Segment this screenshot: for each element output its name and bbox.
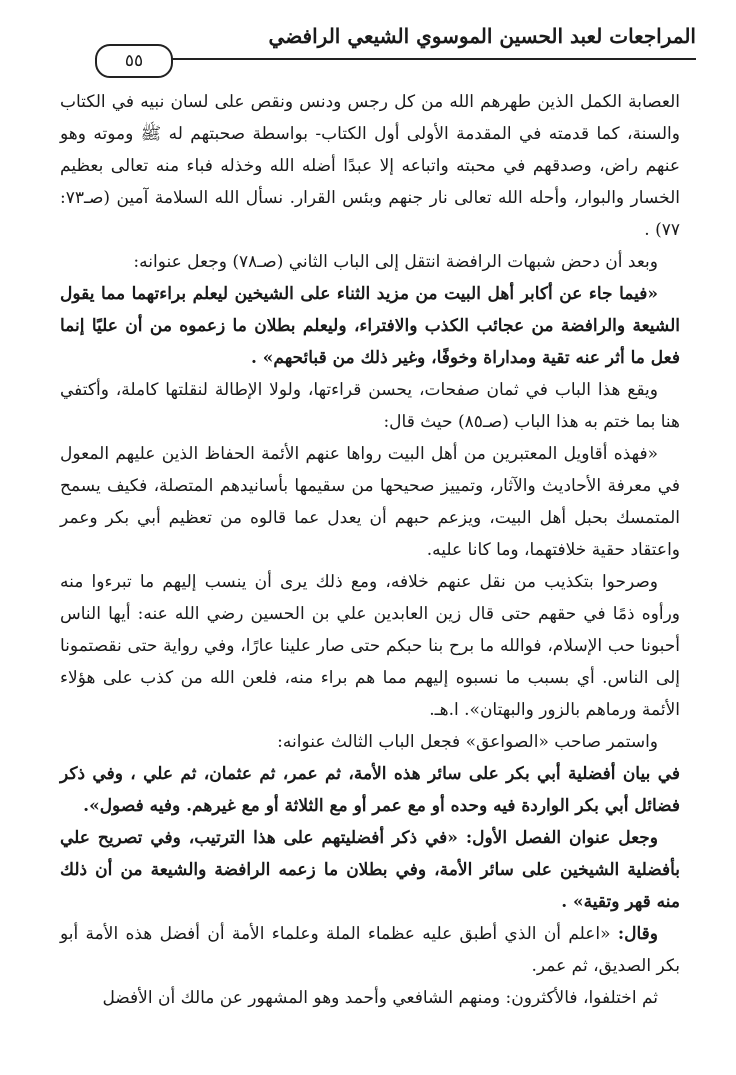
section-title: وجعل عنوان الفصل الأول: «في ذكر أفضليتهم على هذا الترتيب، وفي تصريح علي بأفضلية الشيخين على سائر الأمة، وفي بطلان ما زعمه الرافضة والشيعة من أن ذلك منه قهر وتقية» . — [60, 828, 680, 912]
page-body — [60, 86, 680, 1014]
paragraph: العصابة الكمل الذين طهرهم الله من كل رجس ودنس ونقص على لسان نبيه في الكتاب والسنة، كما قدمته في المقدمة الأولى أول الكتاب- بواسطة صحبتهم له ﷺ وموته وهو عنهم راض، وصدقهم في محبته واتباعه إلا عبدًا أضله الله وخذله فباء منه تعالى بعظيم الخسار والبوار، وأحله الله تعالى نار جنهم وبئس القرار. نسأل الله السلامة آمين (صـ٧٣: ٧٧) . — [60, 92, 680, 240]
header-divider — [95, 58, 696, 60]
chapter-title: في بيان أفضلية أبي بكر على سائر هذه الأمة، ثم عمر، ثم عثمان، ثم علي ، وفي ذكر فضائل أبي بكر الواردة فيه وحده أو مع عمر أو مع الثلاثة أو مع غيرهم. وفيه فصول». — [60, 764, 680, 816]
paragraph — [60, 918, 680, 982]
paragraph: ثم اختلفوا، فالأكثرون: ومنهم الشافعي وأحمد وهو المشهور عن مالك أن الأفضل — [102, 988, 658, 1008]
paragraph: وصرحوا بتكذيب من نقل عنهم خلافه، ومع ذلك يرى أن ينسب إليهم ما تبرءوا منه ورأوه ذمًا في حقهم حتى قال زين العابدين علي بن الحسين رضي الله عنه: أيها الناس أحبونا حب الإسلام، فوالله ما برح بنا حبكم حتى صار علينا عارًا، وفي رواية حتى نقصتمونا إلى الناس. أي بسبب ما نسبوه إليهم مما هم براء منه، فلعن الله من كذب على هؤلاء الأئمة ورماهم بالزور والبهتان». ا.هـ. — [60, 572, 680, 720]
paragraph: واستمر صاحب «الصواعق» فجعل الباب الثالث عنوانه: — [277, 732, 658, 752]
paragraph: وبعد أن دحض شبهات الرافضة انتقل إلى الباب الثاني (صـ٧٨) وجعل عنوانه: — [133, 252, 658, 272]
quoted-statement: «اعلم أن الذي أطبق عليه عظماء الملة وعلماء الأمة أن أفضل هذه الأمة أبو بكر الصديق، ثم عمر. — [60, 924, 680, 976]
page-number: ٥٥ — [95, 44, 173, 78]
chapter-title-quote: «فيما جاء عن أكابر أهل البيت من مزيد الثناء على الشيخين ليعلم براءتهما مما يقول الشيعة والرافضة من عجائب الكذب والافتراء، وليعلم بطلان ما زعموه من أن عليًا إنما فعل ما أثر عنه تقية ومداراة وخوفًا، وغير ذلك من قبائحهم» . — [60, 284, 680, 368]
book-title: المراجعات لعبد الحسين الموسوي الشيعي الرافضي — [268, 24, 696, 48]
running-header — [95, 20, 696, 71]
quoted-passage: «فهذه أقاويل المعتبرين من أهل البيت رواها عنهم الأئمة الحفاظ الذين عليهم المعول في معرفة الأحاديث والآثار، وتمييز صحيحها من سقيمها بأسانيدهم المتصلة، فكيف يسمح المتمسك بحبل أهل البيت، ويزعم حبهم أن يعدل عما قالوه من تعظيم أبي بكر وعمر واعتقاد حقية خلافتهما، وما كانا عليه. — [60, 444, 680, 560]
paragraph: ويقع هذا الباب في ثمان صفحات، يحسن قراءتها، ولولا الإطالة لنقلتها كاملة، وأكتفي هنا بما ختم به هذا الباب (صـ٨٥) حيث قال: — [60, 380, 680, 432]
said-label: وقال: — [617, 924, 658, 944]
